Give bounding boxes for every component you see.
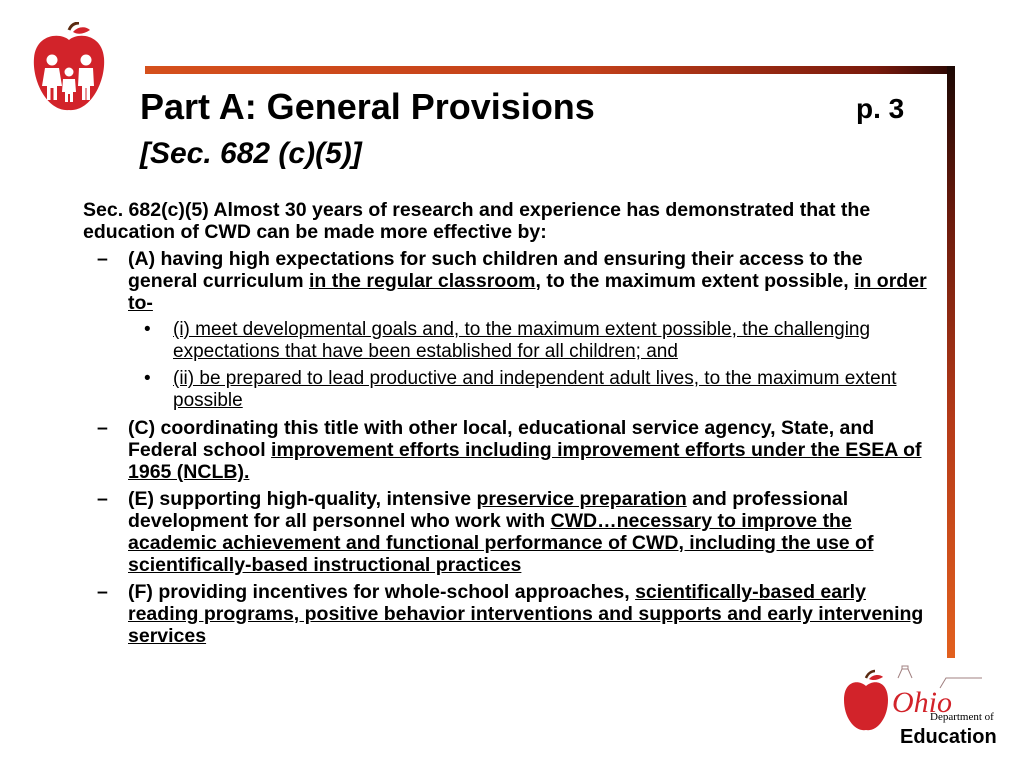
bullet-marker: • [144, 319, 151, 340]
sub-list-item [128, 319, 928, 363]
department-of-text: Department of [930, 711, 994, 723]
item-text: (E) supporting high-quality, intensive [128, 488, 477, 510]
right-accent-bar [947, 66, 955, 658]
provision-list [83, 248, 928, 647]
education-text: Education [900, 726, 997, 748]
dash-marker: – [97, 581, 108, 603]
dash-marker: – [97, 488, 108, 510]
ohio-apple-icon [844, 671, 888, 730]
list-item [83, 417, 928, 483]
slide-title: Part A: General Provisions [140, 86, 595, 127]
ohio-department-of-education-logo [842, 664, 1004, 748]
sub-item-text: (i) meet developmental goals and, to the maximum extent possible, the challenging expectations that have been established for all children; and [173, 319, 871, 362]
underlined-text: in the regular classroom [308, 270, 536, 292]
list-item [83, 581, 928, 647]
ohio-script-text: Ohio [892, 686, 952, 719]
list-item [83, 248, 928, 412]
underlined-text: CWD…necessary to improve the academic achievement and functional performance of CWD, including the use of scientifically-based instructional practices [128, 510, 874, 576]
slide-subtitle: [Sec. 682 (c)(5)] [140, 137, 362, 170]
item-text: , to the maximum extent possible, [535, 270, 855, 292]
dash-marker: – [97, 417, 108, 439]
top-accent-bar [145, 66, 955, 74]
item-text: and professional development for all personnel who work with [128, 488, 849, 532]
underlined-text: preservice preparation [476, 488, 687, 510]
sub-list [128, 319, 928, 412]
red-apple-family-icon [30, 22, 108, 114]
item-text: (F) providing incentives for whole-school approaches, [128, 581, 636, 603]
sub-item-text: (ii) be prepared to lead productive and independent adult lives, to the maximum extent possible [173, 368, 897, 411]
slide-body [83, 199, 928, 652]
list-item [83, 488, 928, 576]
dash-marker: – [97, 248, 108, 270]
underlined-text: scientifically-based early reading programs, positive behavior interventions and supports and early intervening services [128, 581, 924, 647]
sub-list-item [128, 368, 928, 412]
item-text: (A) having high expectations for such children and ensuring their access to the general curriculum [128, 248, 863, 292]
item-text: (C) coordinating this title with other local, educational service agency, State, and Federal school [128, 417, 875, 461]
page-number: p. 3 [856, 93, 905, 124]
intro-paragraph: Sec. 682(c)(5) Almost 30 years of research and experience has demonstrated that the education of CWD can be made more effective by: [83, 199, 871, 243]
underlined-text: improvement efforts including improvement efforts under the ESEA of 1965 (NCLB). [128, 439, 922, 483]
underlined-text: in order to- [128, 270, 927, 314]
bullet-marker: • [144, 368, 151, 389]
